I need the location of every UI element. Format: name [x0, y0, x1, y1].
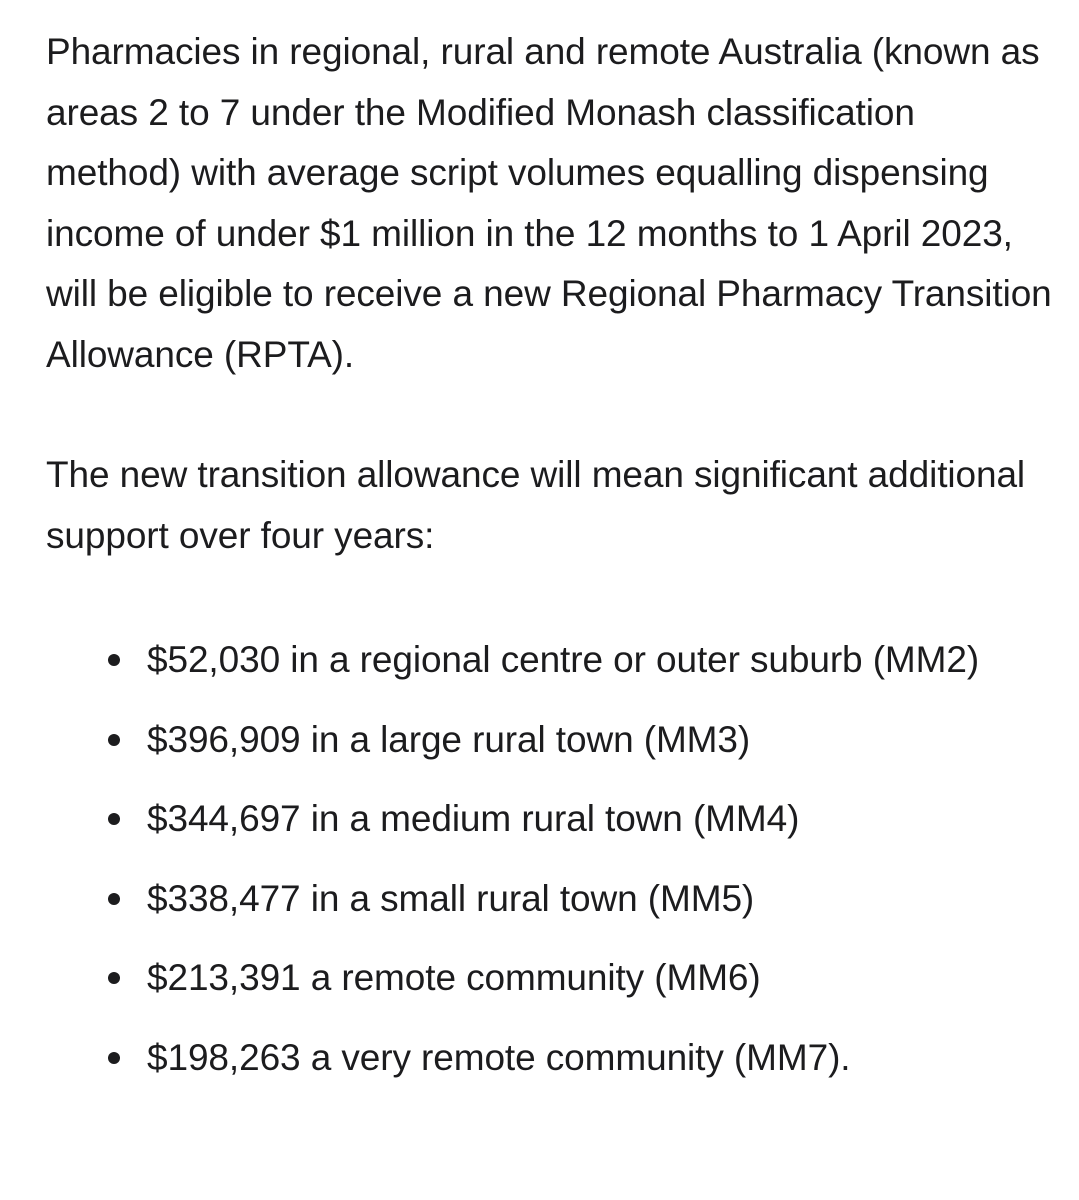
list-item-text: $213,391 a remote community (MM6) [147, 957, 761, 998]
paragraph-support-intro: The new transition allowance will mean significant additional support over four years: [46, 454, 1026, 556]
article-body [46, 22, 1056, 1107]
list-item-text: $344,697 in a medium rural town (MM4) [147, 798, 800, 839]
list-item-text: $338,477 in a small rural town (MM5) [147, 877, 755, 919]
list-item-text: $396,909 in a large rural town (MM3) [147, 718, 751, 760]
list-item-text: $198,263 a very remote community (MM7). [147, 1036, 851, 1078]
paragraph-rpta-eligibility: Pharmacies in regional, rural and remote Australia (known as areas 2 to 7 under the Modified Monash classification method) with average script volumes equalling dispensing income of under $1 million in the 12 months to 1 April 2023, will be eligible to receive a new Regional Pharmacy Transition Allowance (RPTA). [46, 31, 1052, 375]
list-item [46, 710, 1056, 771]
bullet-icon [108, 654, 120, 666]
list-item [46, 630, 1056, 691]
list-item [46, 948, 1056, 1009]
bullet-icon [108, 813, 120, 825]
list-item-text: $52,030 in a regional centre or outer suburb (MM2) [147, 639, 980, 680]
list-item [46, 869, 1056, 930]
list-item [46, 789, 1056, 850]
bullet-icon [108, 893, 120, 905]
bullet-icon [108, 734, 120, 746]
bullet-icon [108, 972, 120, 984]
bullet-icon [108, 1052, 120, 1064]
list-item [46, 1028, 1056, 1089]
allowance-list [46, 630, 1056, 1088]
